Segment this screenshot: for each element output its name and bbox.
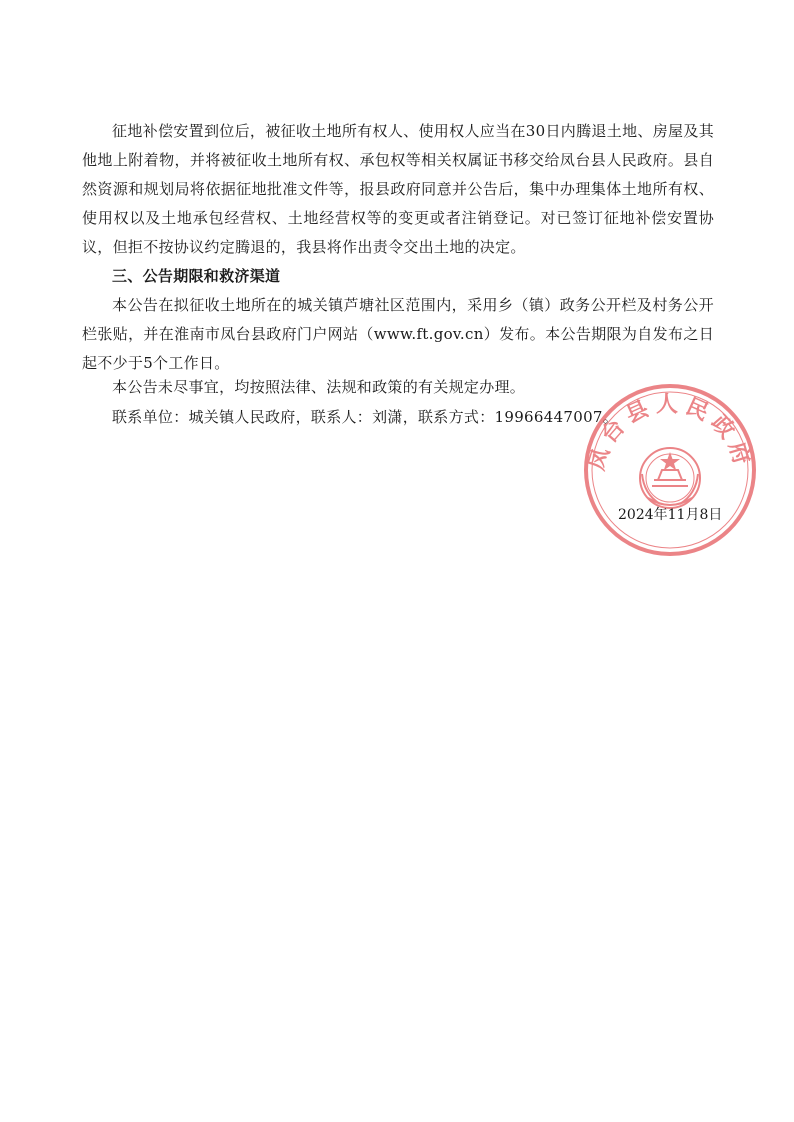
paragraph-land-handover: 征地补偿安置到位后，被征收土地所有权人、使用权人应当在30日内腾退土地、房屋及其他地上附着物，并将被征收土地所有权、承包权等相关权属证书移交给凤台县人民政府。县自然资源和规划局将依据征地批准文件等，报县政府同意并公告后，集中办理集体土地所有权、使用权以及土地承包经营权、土地经营权等的变更或者注销登记。对已签订征地补偿安置协议，但拒不按协议约定腾退的，我县将作出责令交出土地的决定。	[82, 122, 714, 256]
official-seal-icon	[582, 382, 758, 558]
paragraph-announcement-publication: 本公告在拟征收土地所在的城关镇芦塘社区范围内，采用乡（镇）政务公开栏及村务公开栏张贴，并在淮南市凤台县政府门户网站（www.ft.gov.cn）发布。本公告期限为自发布之日起不少于5个工作日。	[82, 296, 714, 372]
section-heading-announcement-period: 三、公告期限和救济渠道	[112, 267, 281, 285]
seal-text-path: 凤台县人民政府	[584, 392, 756, 474]
issue-date: 2024年11月8日	[618, 507, 723, 523]
paragraph-contact-info: 联系单位：城关镇人民政府，联系人：刘潇，联系方式：19966447007。	[112, 408, 619, 426]
paragraph-other-matters: 本公告未尽事宜，均按照法律、法规和政策的有关规定办理。	[112, 378, 526, 396]
